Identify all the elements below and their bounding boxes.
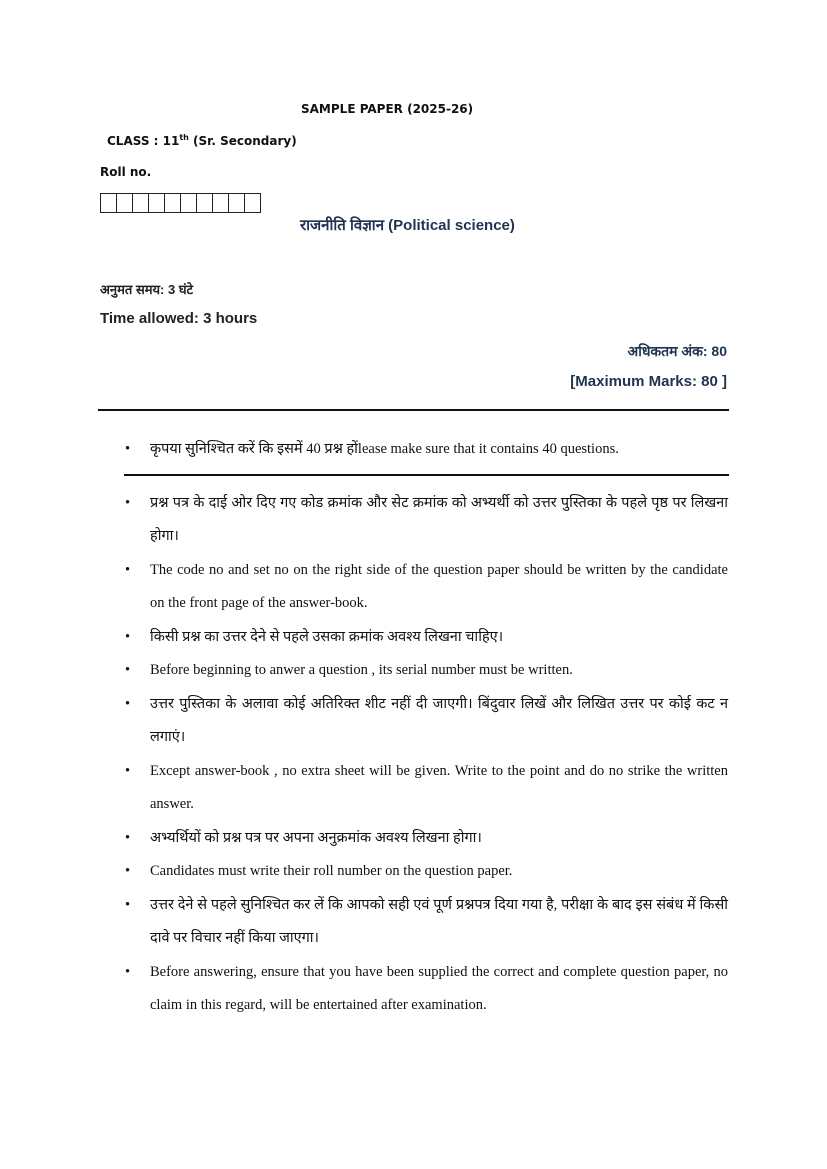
roll-box xyxy=(213,194,229,212)
roll-box xyxy=(181,194,197,212)
marks-hindi: अधिकतम अंक: 80 xyxy=(627,343,727,359)
instruction-item: • प्रश्न पत्र के दाई ओर दिए गए कोड क्रमांक और सेट क्रमांक को अभ्यर्थी को उत्तर पुस्तिका के पहले पृष्ठ पर लिखना होगा। xyxy=(128,487,728,554)
time-english: Time allowed: 3 hours xyxy=(100,310,258,327)
time-hindi: अनुमत समय: 3 घंटे xyxy=(100,282,194,297)
instruction-item: • Except answer-book , no extra sheet will be given. Write to the point and do no strike the written answer. xyxy=(128,755,728,822)
instruction-item: • Candidates must write their roll number on the question paper. xyxy=(128,855,728,889)
instruction-item: • उत्तर पुस्तिका के अलावा कोई अतिरिक्त शीट नहीं दी जाएगी। बिंदुवार लिखें और लिखित उत्तर पर कोई कट न लगाएं। xyxy=(128,688,728,755)
instruction-list xyxy=(128,433,728,1023)
roll-number-boxes xyxy=(100,193,261,213)
paper-title: SAMPLE PAPER (2025-26) xyxy=(301,102,474,116)
roll-box xyxy=(101,194,117,212)
roll-box xyxy=(133,194,149,212)
instruction-item: • किसी प्रश्न का उत्तर देने से पहले उसका क्रमांक अवश्य लिखना चाहिए। xyxy=(128,621,728,655)
class-label: CLASS : 11 xyxy=(107,134,180,148)
instruction-item: • Before beginning to anwer a question , its serial number must be written. xyxy=(128,654,728,688)
roll-box xyxy=(117,194,133,212)
subject-title: राजनीति विज्ञान (Political science) xyxy=(300,217,515,234)
class-rest: (Sr. Secondary) xyxy=(188,134,297,148)
roll-box xyxy=(197,194,213,212)
roll-label: Roll no. xyxy=(100,165,152,179)
divider-top xyxy=(98,409,729,411)
roll-box xyxy=(229,194,245,212)
instruction-item: • उत्तर देने से पहले सुनिश्चित कर लें कि आपको सही एवं पूर्ण प्रश्नपत्र दिया गया है, परीक्षा के बाद इस संबंध में किसी दावे पर विचार नहीं किया जाएगा। xyxy=(128,889,728,956)
roll-box xyxy=(149,194,165,212)
instruction-item: • अभ्यर्थियों को प्रश्न पत्र पर अपना अनुक्रमांक अवश्य लिखना होगा। xyxy=(128,822,728,856)
class-line xyxy=(107,133,297,148)
roll-box xyxy=(165,194,181,212)
instruction-item: • The code no and set no on the right side of the question paper should be written by the candidate on the front page of the answer-book. xyxy=(128,554,728,621)
class-sup: th xyxy=(179,133,189,142)
instruction-item: • Before answering, ensure that you have been supplied the correct and complete question paper, no claim in this regard, will be entertained after examination. xyxy=(128,956,728,1023)
roll-box xyxy=(245,194,260,212)
marks-english: [Maximum Marks: 80 ] xyxy=(570,373,727,390)
instruction-item: • कृपया सुनिश्चित करें कि इसमें 40 प्रश्न होंlease make sure that it contains 40 questions. xyxy=(128,433,728,467)
